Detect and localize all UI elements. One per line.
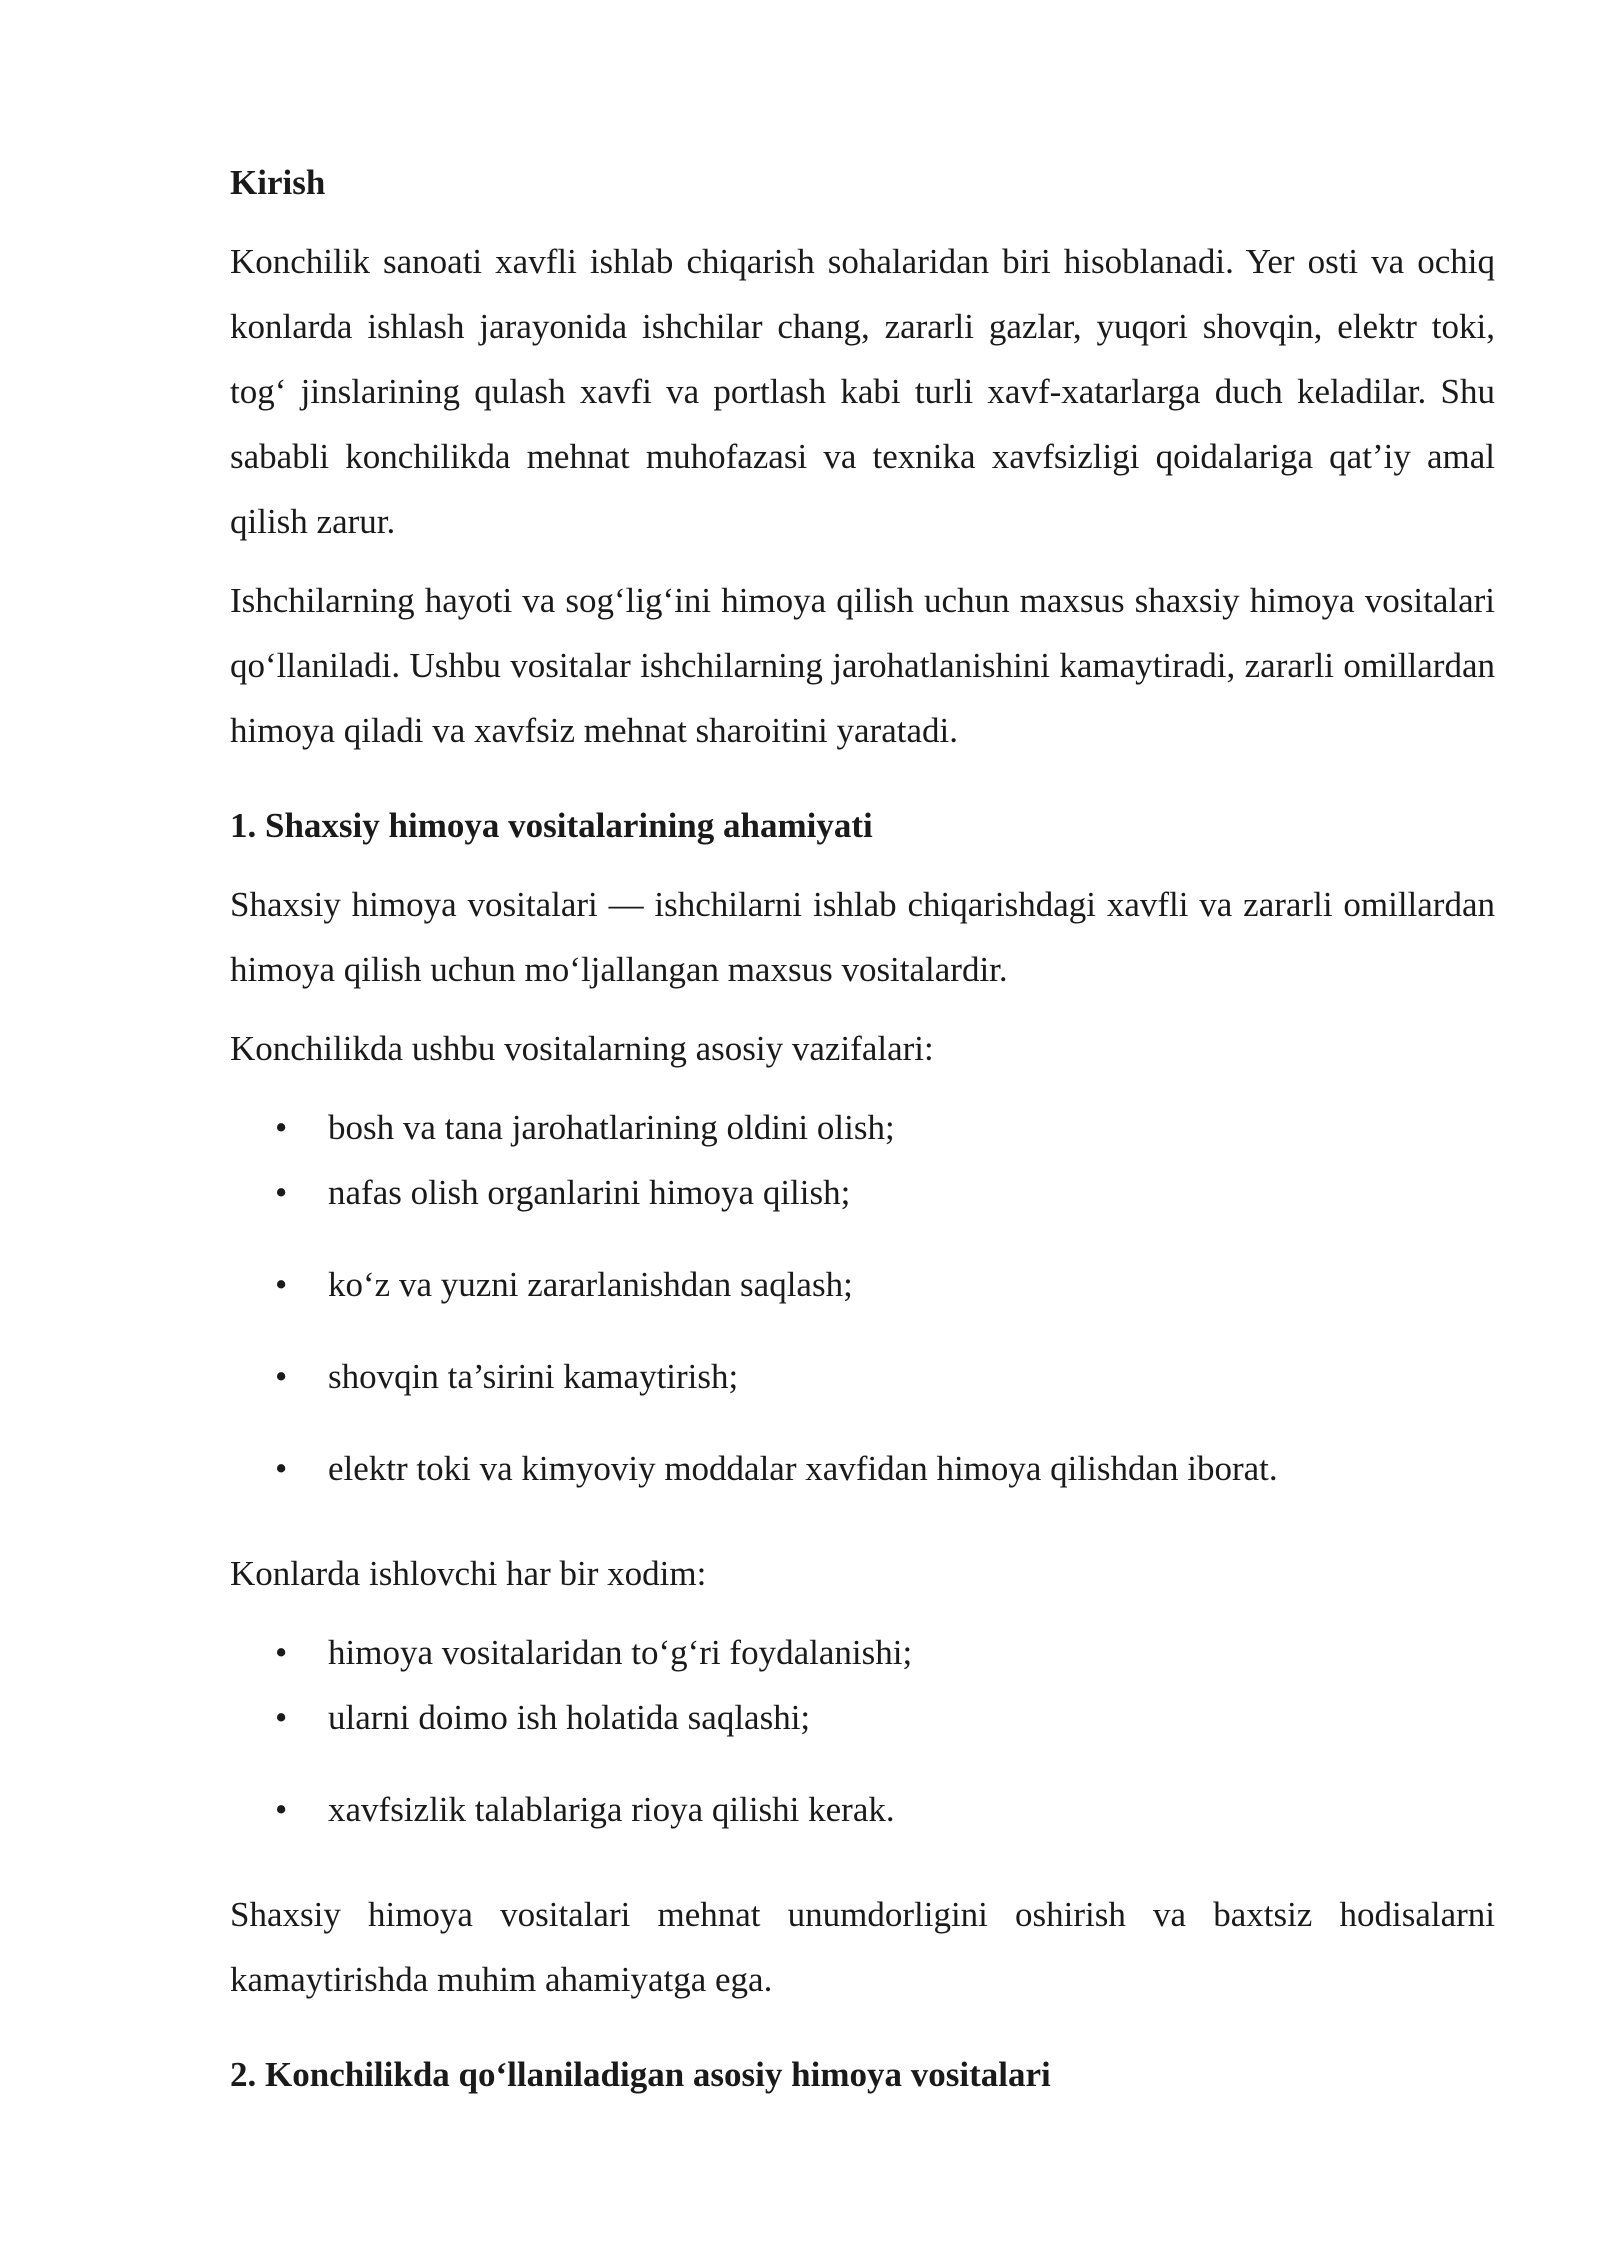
list-item: • shovqin ta’sirini kamaytirish; [230, 1344, 1495, 1409]
section1-definition: Shaxsiy himoya vositalari — ishchilarni ishlab chiqarishdagi xavfli va zararli omillardan himoya qilish uchun mo‘ljallangan maxsus vositalardir. [230, 885, 1495, 989]
intro-paragraph: Konchilik sanoati xavfli ishlab chiqarish sohalaridan biri hisoblanadi. Yer osti va ochiq konlarda ishlash jarayonida ishchilar chang, zararli gazlar, yuqori shovqin, elektr toki, tog‘ jinslarining qulash xavfi va portlash kabi turli xavf-xatarlarga duch keladilar. Shu sababli konchilikda mehnat muhofazasi va texnika xavfsizligi qoidalariga qat’iy amal qilish zarur. [230, 242, 1495, 541]
intro-heading: Kirish [230, 163, 326, 202]
section1-conclusion: Shaxsiy himoya vositalari mehnat unumdorligini oshirish va baxtsiz hodisalarni kamaytirishda muhim ahamiyatga ega. [230, 1895, 1495, 1999]
section2-heading: 2. Konchilikda qo‘llaniladigan asosiy himoya vositalari [230, 2055, 1051, 2094]
worker-duties-list [230, 1620, 1495, 1842]
list-item: • bosh va tana jarohatlarining oldini olish; [230, 1095, 1495, 1160]
intro-paragraph: Ishchilarning hayoti va sog‘lig‘ini himoya qilish uchun maxsus shaxsiy himoya vositalari qo‘llaniladi. Ushbu vositalar ishchilarning jarohatlanishini kamaytiradi, zararli omillardan himoya qiladi va xavfsiz mehnat sharoitini yaratadi. [230, 581, 1495, 750]
worker-intro: Konlarda ishlovchi har bir xodim: [230, 1554, 707, 1593]
list-item: • himoya vositalaridan to‘g‘ri foydalanishi; [230, 1620, 1495, 1685]
list-item: • xavfsizlik talablariga rioya qilishi kerak. [230, 1777, 1495, 1842]
list-item: • ularni doimo ish holatida saqlashi; [230, 1685, 1495, 1750]
list-item: • ko‘z va yuzni zararlanishdan saqlash; [230, 1252, 1495, 1317]
list-item: • elektr toki va kimyoviy moddalar xavfidan himoya qilishdan iborat. [230, 1436, 1495, 1501]
section1-heading: 1. Shaxsiy himoya vositalarining ahamiyati [230, 806, 873, 845]
tasks-list [230, 1095, 1495, 1501]
section1-tasks-intro: Konchilikda ushbu vositalarning asosiy vazifalari: [230, 1029, 934, 1068]
list-item: • nafas olish organlarini himoya qilish; [230, 1160, 1495, 1225]
document-page [230, 150, 1495, 2121]
